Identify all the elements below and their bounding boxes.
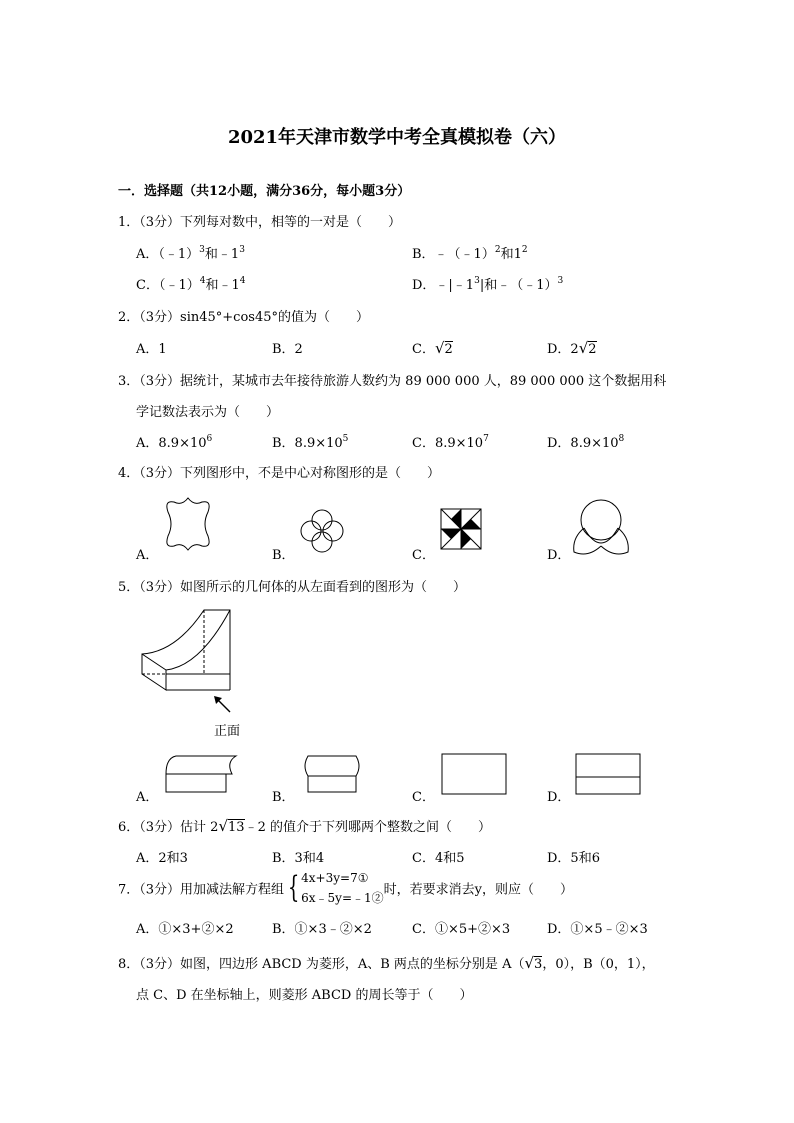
q2-option-c: C．√2 [412,339,453,357]
q7-equation-2: 6x﹣5y=﹣1② [301,891,384,905]
q4-figure-d-trefoil [570,498,632,558]
q3-option-c: C．$8.9\times 10^7$ [412,434,489,451]
q1-option-c: C．（﹣1）$^4$和$﹣1^4$ [136,276,246,293]
q8-stem-line2: 点 C、D 在坐标轴上，则菱形 ABCD 的周长等于（ ） [136,988,473,1003]
q2-stem: 2．（3分）sin45°+cos45°的值为（ ） [118,310,369,325]
q5-option-d: D． [547,790,571,805]
q1-option-a: A．（﹣1）$^3$和$﹣1^3$ [136,245,245,262]
q4-stem: 4．（3分）下列图形中，不是中心对称图形的是（ ） [118,466,441,481]
q3-option-d: D．$8.9\times 10^8$ [547,434,625,451]
q6-option-d: D．5和6 [547,851,600,866]
q6-option-a: A．2和3 [136,851,188,866]
q1-stem: 1．（3分）下列每对数中，相等的一对是（ ） [118,215,402,230]
q7-option-b: B．①×3﹣②×2 [272,922,372,937]
q5-option-c-figure [440,752,508,796]
q7-option-a: A．①×3+②×2 [136,922,234,937]
q5-solid-figure [136,602,236,696]
q5-option-d-figure [574,752,642,796]
q7-equation-system: { 4x+3y=7① 6x﹣5y=﹣1② [287,870,384,905]
section-heading: 一．选择题（共12小题，满分36分，每小题3分） [118,184,411,199]
q4-figure-a-wavy-shape [160,494,216,554]
q3-stem-line1: 3．（3分）据统计，某城市去年接待旅游人数约为 89 000 000 人，89 000 000 这个数据用科 [118,374,667,389]
q5-front-label: 正面 [214,724,241,739]
q5-option-a: A． [136,790,159,805]
q4-figure-c-pinwheel [440,508,482,550]
q4-option-b: B． [272,548,295,563]
q5-option-c: C． [412,790,435,805]
q5-option-a-figure [160,752,240,796]
arrow-icon [212,694,234,716]
q1-option-b: B．﹣（﹣1）$^2$和$1^2$ [412,245,528,262]
q3-stem-line2: 学记数法表示为（ ） [136,405,280,420]
q3-option-b: B．$8.9\times 10^5$ [272,434,349,451]
q4-option-d: D． [547,548,571,563]
q5-option-b-figure [300,752,364,796]
q4-option-c: C． [412,548,435,563]
q2-option-b: B．2 [272,342,303,357]
q7-equation-1: 4x+3y=7① [301,871,369,885]
q2-option-a: A．1 [136,342,167,357]
q7-option-c: C．①×5+②×3 [412,922,511,937]
q5-option-b: B． [272,790,295,805]
page-title: 2021年天津市数学中考全真模拟卷（六） [227,127,567,148]
q4-option-a: A． [136,548,159,563]
q4-figure-b-four-circles [297,506,347,556]
q2-option-d: D．2√2 [547,339,597,357]
q6-option-b: B．3和4 [272,851,325,866]
q7-option-d: D．①×5﹣②×3 [547,922,648,937]
q6-option-c: C．4和5 [412,851,465,866]
q6-stem: 6．（3分）估计 2√13﹣2 的值介于下列哪两个整数之间（ ） [118,817,491,835]
q5-stem: 5．（3分）如图所示的几何体的从左面看到的图形为（ ） [118,580,467,595]
q7-stem: 7．（3分）用加减法解方程组 { 4x+3y=7① 6x﹣5y=﹣1② 时，若要求消去y，则应（ ） [118,868,573,908]
q3-option-a: A．$8.9\times 10^6$ [136,434,213,451]
q1-option-d: D．$﹣|﹣1^3|$和﹣（﹣1）$^3$ [412,276,564,293]
q8-stem-line1: 8．（3分）如图，四边形 ABCD 为菱形，A、B 两点的坐标分别是 A（√3，0），B（0，1）， [118,954,655,972]
